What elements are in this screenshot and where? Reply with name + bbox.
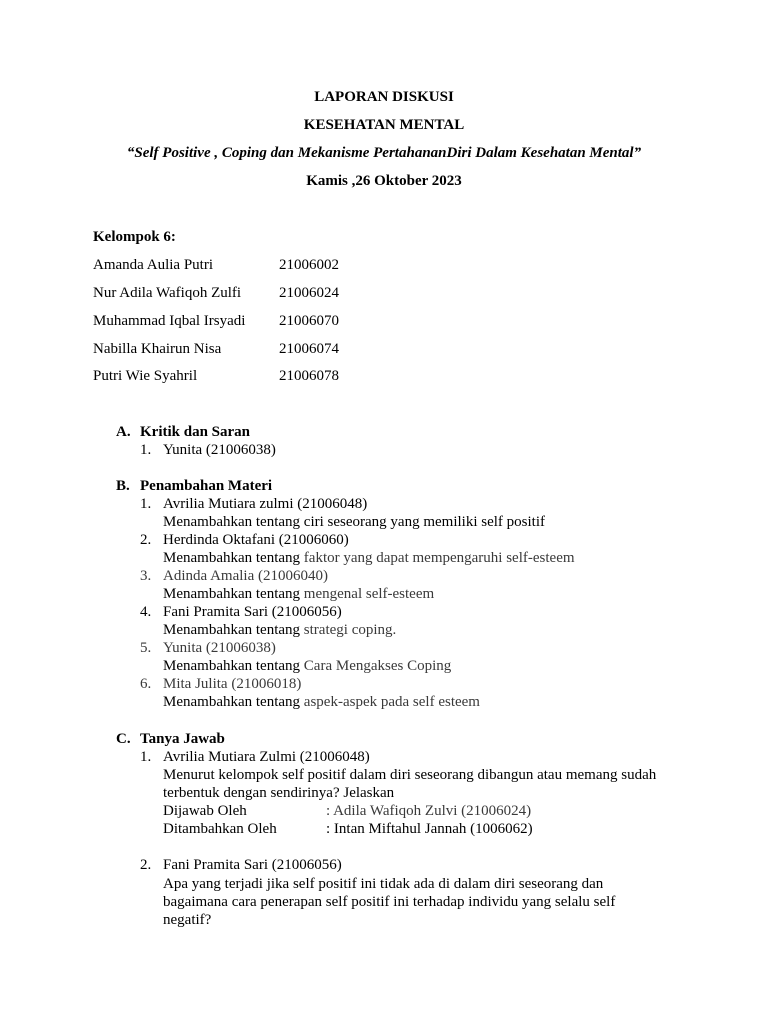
member-nim: 21006002 <box>279 257 339 273</box>
list-number: 6. <box>140 676 152 692</box>
list-item-detail: Menambahkan tentang mengenal self-esteem <box>163 586 435 602</box>
member-nim: 21006024 <box>279 285 339 301</box>
report-theme: “Self Positive , Coping dan Mekanisme PertahananDiri Dalam Kesehatan Mental” <box>126 145 642 161</box>
member-name: Nur Adila Wafiqoh Zulfi <box>93 285 242 301</box>
list-item-detail: Menambahkan tentang Cara Mengakses Coping <box>163 658 452 674</box>
report-title: LAPORAN DISKUSI <box>314 89 454 105</box>
list-item: Mita Julita (21006018) <box>163 676 302 692</box>
question-text: terbentuk dengan sendirinya? Jelaskan <box>163 785 395 801</box>
list-number: 2. <box>140 857 152 873</box>
list-number: 5. <box>140 640 152 656</box>
member-nim: 21006070 <box>279 313 339 329</box>
question-text: negatif? <box>163 912 212 928</box>
list-item: Yunita (21006038) <box>163 640 276 656</box>
list-number: 1. <box>140 496 152 512</box>
list-item-detail: Menambahkan tentang strategi coping. <box>163 622 397 638</box>
report-date: Kamis ,26 Oktober 2023 <box>306 173 462 189</box>
list-item-detail: Menambahkan tentang ciri seseorang yang memiliki self positif <box>163 514 545 530</box>
list-item: Adinda Amalia (21006040) <box>163 568 328 584</box>
section-letter: C. <box>116 731 131 747</box>
list-number: 2. <box>140 532 152 548</box>
section-letter: B. <box>116 478 130 494</box>
question-text: Apa yang terjadi jika self positif ini tidak ada di dalam diri seseorang dan <box>163 876 604 892</box>
added-by-label: Ditambahkan Oleh <box>163 821 277 837</box>
list-item: Yunita (21006038) <box>163 442 276 458</box>
section-title: Kritik dan Saran <box>140 424 251 440</box>
list-item: Fani Pramita Sari (21006056) <box>163 604 342 620</box>
list-item-detail: Menambahkan tentang faktor yang dapat mempengaruhi self-esteem <box>163 550 575 566</box>
question-text: bagaimana cara penerapan self positif ini terhadap individu yang selalu self <box>163 894 616 910</box>
section-title: Tanya Jawab <box>140 731 225 747</box>
group-label: Kelompok 6: <box>93 229 176 245</box>
member-nim: 21006078 <box>279 368 339 384</box>
list-item-detail: Menambahkan tentang aspek-aspek pada self esteem <box>163 694 480 710</box>
member-name: Muhammad Iqbal Irsyadi <box>93 313 246 329</box>
answered-by-value: : Adila Wafiqoh Zulvi (21006024) <box>326 803 532 819</box>
question-text: Menurut kelompok self positif dalam diri seseorang dibangun atau memang sudah <box>163 767 657 783</box>
list-item: Herdinda Oktafani (21006060) <box>163 532 349 548</box>
question-asker: Avrilia Mutiara Zulmi (21006048) <box>163 749 370 765</box>
answered-by-label: Dijawab Oleh <box>163 803 247 819</box>
added-by-value: : Intan Miftahul Jannah (1006062) <box>326 821 533 837</box>
report-subtitle: KESEHATAN MENTAL <box>303 117 465 133</box>
section-title: Penambahan Materi <box>140 478 273 494</box>
member-name: Amanda Aulia Putri <box>93 257 213 273</box>
member-nim: 21006074 <box>279 341 339 357</box>
list-number: 3. <box>140 568 152 584</box>
member-name: Putri Wie Syahril <box>93 368 198 384</box>
list-number: 1. <box>140 442 152 458</box>
list-number: 1. <box>140 749 152 765</box>
question-asker: Fani Pramita Sari (21006056) <box>163 857 342 873</box>
section-letter: A. <box>116 424 131 440</box>
list-item: Avrilia Mutiara zulmi (21006048) <box>163 496 368 512</box>
list-number: 4. <box>140 604 152 620</box>
member-name: Nabilla Khairun Nisa <box>93 341 222 357</box>
